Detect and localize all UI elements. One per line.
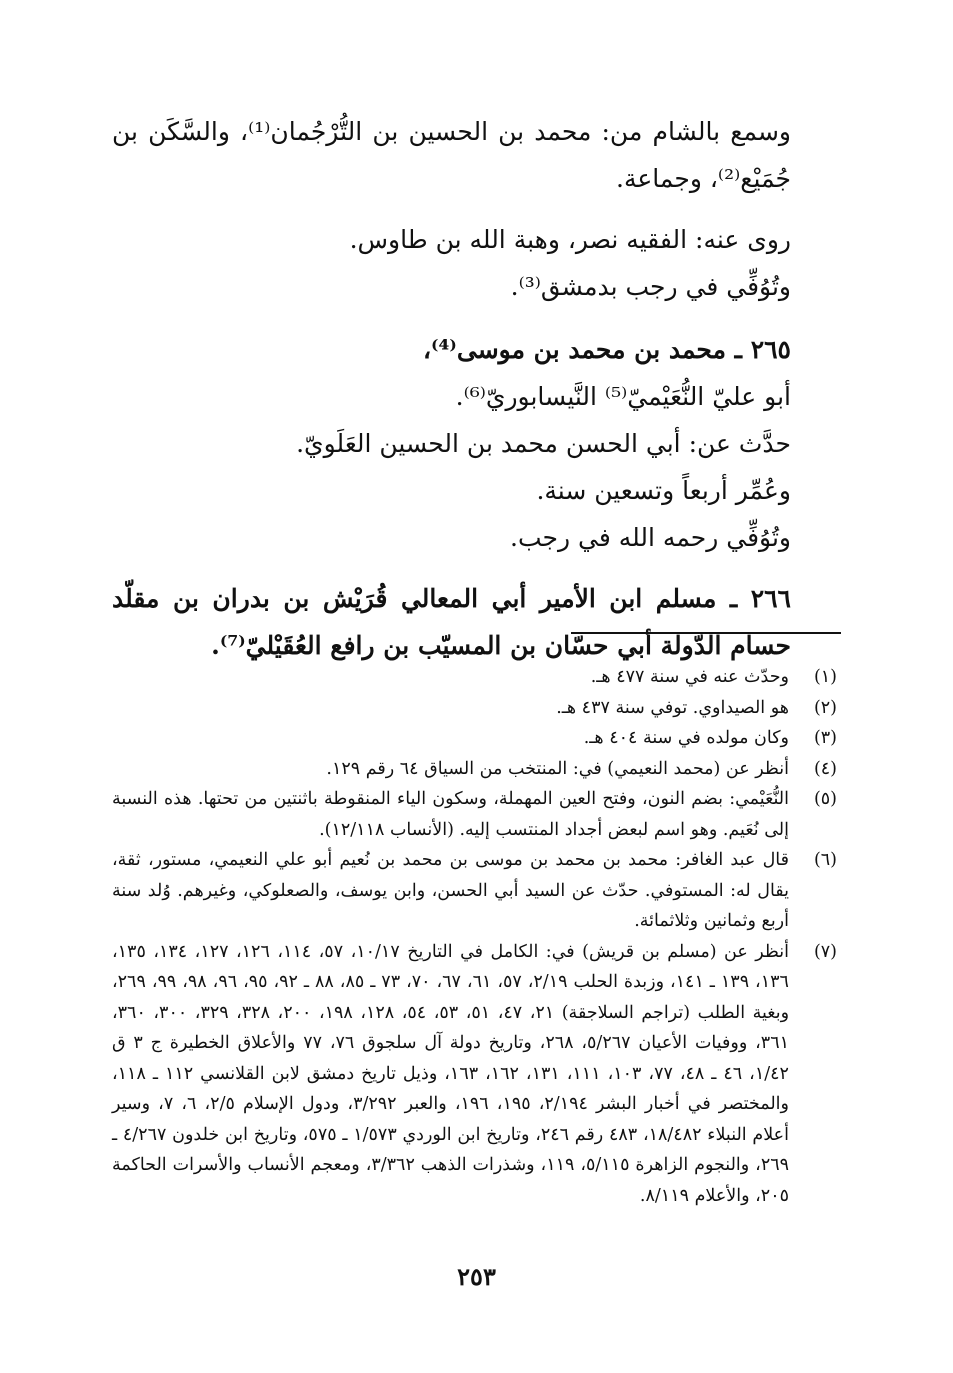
footnote xyxy=(112,723,841,754)
entry-265-death: وتُوُفِّي رحمه الله في رجب. xyxy=(510,523,791,552)
footnote xyxy=(112,662,841,693)
footnote-number: (٣) xyxy=(813,728,837,748)
footnote-number: (٤) xyxy=(813,758,837,779)
entry-265-heading: ٢٦٥ ـ محمد بن محمد بن موسى⁽⁴⁾، xyxy=(422,335,791,364)
footnote xyxy=(112,754,841,785)
paragraph-death-damascus: وتُوُفِّي في رجب بدمشق⁽³⁾. xyxy=(510,272,791,301)
footnote-text: أنظر عن (محمد النعيمي) في: المنتخب من السياق ٦٤ رقم ١٢٩. xyxy=(326,758,789,779)
footnotes xyxy=(112,662,841,1211)
entry-265-narrated: حدَّث عن: أبي الحسن محمد بن الحسين العَلَويّ. xyxy=(296,429,791,458)
paragraph-heard-in-sham: وسمع بالشام من: محمد بن الحسين بن التُّرْجُمان⁽¹⁾، والسَّكَن بن جُمَيْع⁽²⁾، وجماعة. xyxy=(112,117,791,193)
entry-265-kunya: أبو عليّ النُّعَيْميّ⁽⁵⁾ النَّيسابوريّ⁽⁶⁾. xyxy=(455,382,791,411)
footnote-text: النُّعَيْمي: بضم النون، وفتح العين المهملة، وسكون الياء المنقوطة باثنتين من تحتها. هذه النسبة إلى نُعَيم. وهو اسم لبعض أجداد المنتسب إليه. (الأنساب ١٢/١١٨). xyxy=(112,789,789,840)
footnote xyxy=(112,845,841,937)
footnote-text: وحدّث عنه في سنة ٤٧٧ هـ. xyxy=(590,667,789,687)
footnote-number: (٧) xyxy=(813,941,837,962)
entry-265-age: وعُمِّر أربعاً وتسعين سنة. xyxy=(536,476,791,505)
footnote xyxy=(112,784,841,845)
footnote-text: قال عبد الغافر: محمد بن محمد بن موسى بن محمد بن نُعيم أبو علي النعيمي، مستور، ثقة، يقال له: المستوفي. حدّث عن السيد أبي الحسن، وابن يوسف، والصعلوكي، وغيرهم. وُلد سنة أربع وثمانين وثلاثمائة. xyxy=(112,850,789,931)
footnote xyxy=(112,693,841,724)
footnote-text: هو الصيداوي. توفي سنة ٤٣٧ هـ. xyxy=(556,697,789,718)
entry-266-heading: ٢٦٦ ـ مسلم ابن الأمير أبي المعالي قُرَيْش بن بدران بن مقلّد حسام الدّولة أبي حسّان بن المسيّب بن رافع العُقَيْليّ⁽⁷⁾. xyxy=(112,584,791,660)
footnote-number: (١) xyxy=(813,667,837,687)
footnote xyxy=(112,937,841,1212)
footnote-text: أنظر عن (مسلم بن قريش) في: الكامل في التاريخ ١٠/١٧، ٥٧، ١١٤، ١٢٦، ١٢٧، ١٣٤، ١٣٥، ١٣٦، ١٣٩ ـ ١٤١، وزبدة الحلب ٢/١٩، ٥٧، ٦١، ٦٧، ٧٠، ٧٣ ـ ٨٥، ٨٨ ـ ٩٢، ٩٥، ٩٦، ٩٨، ٩٩، ٢٦٩، وبغية الطلب (تراجم السلاجقة) ٢١، ٤٧، ٥١، ٥٣، ٥٤، ١٢٨، ١٩٨، ٢٠٠، ٣٢٨، ٣٢٩، ٣٠٠، ٣٦٠، ٣٦١، ووفيات الأعيان ٥/٢٦٧، ٢٦٨، وتاريخ دولة آل سلجوق ٧٦، ٧٧ والأعلاق الخطيرة ج ٣ ق ١/٤٢، ٤٦ ـ ٤٨، ٧٧، ١٠٣، ١١١، ١٣١، ١٦٢، ١٦٣، وذيل تاريخ دمشق لابن القلانسي ١١٢ ـ ١١٨، والمختصر في أخبار البشر ٢/١٩٤، ١٩٥، ١٩٦، والعبر ٣/٢٩٢، ودول الإسلام ٢/٥، ٦، ٧، وسير أعلام النبلاء ١٨/٤٨٢، ٤٨٣ رقم ٢٤٦، وتاريخ ابن الوردي ١/٥٧٣ ـ ٥٧٥، وتاريخ ابن خلدون ٤/٢٦٧ ـ ٢٦٩، والنجوم الزاهرة ٥/١١٥، ١١٩، وشذرات الذهب ٣/٣٦٢، ومعجم الأنساب والأسرات الحاكمة ٢٠٥، والأعلام ٨/١١٩. xyxy=(112,941,790,1206)
main-text xyxy=(112,108,841,669)
footnote-number: (٦) xyxy=(813,850,837,870)
footnote-separator xyxy=(571,632,841,634)
paragraph-narrated-from-him: روى عنه: الفقيه نصر، وهبة الله بن طاوس. xyxy=(349,225,791,254)
footnote-number: (٥) xyxy=(813,789,837,809)
page-number: ٢٥٣ xyxy=(457,1262,496,1291)
footnote-text: وكان مولده في سنة ٤٠٤ هـ. xyxy=(583,728,789,748)
footnote-number: (٢) xyxy=(813,697,837,718)
